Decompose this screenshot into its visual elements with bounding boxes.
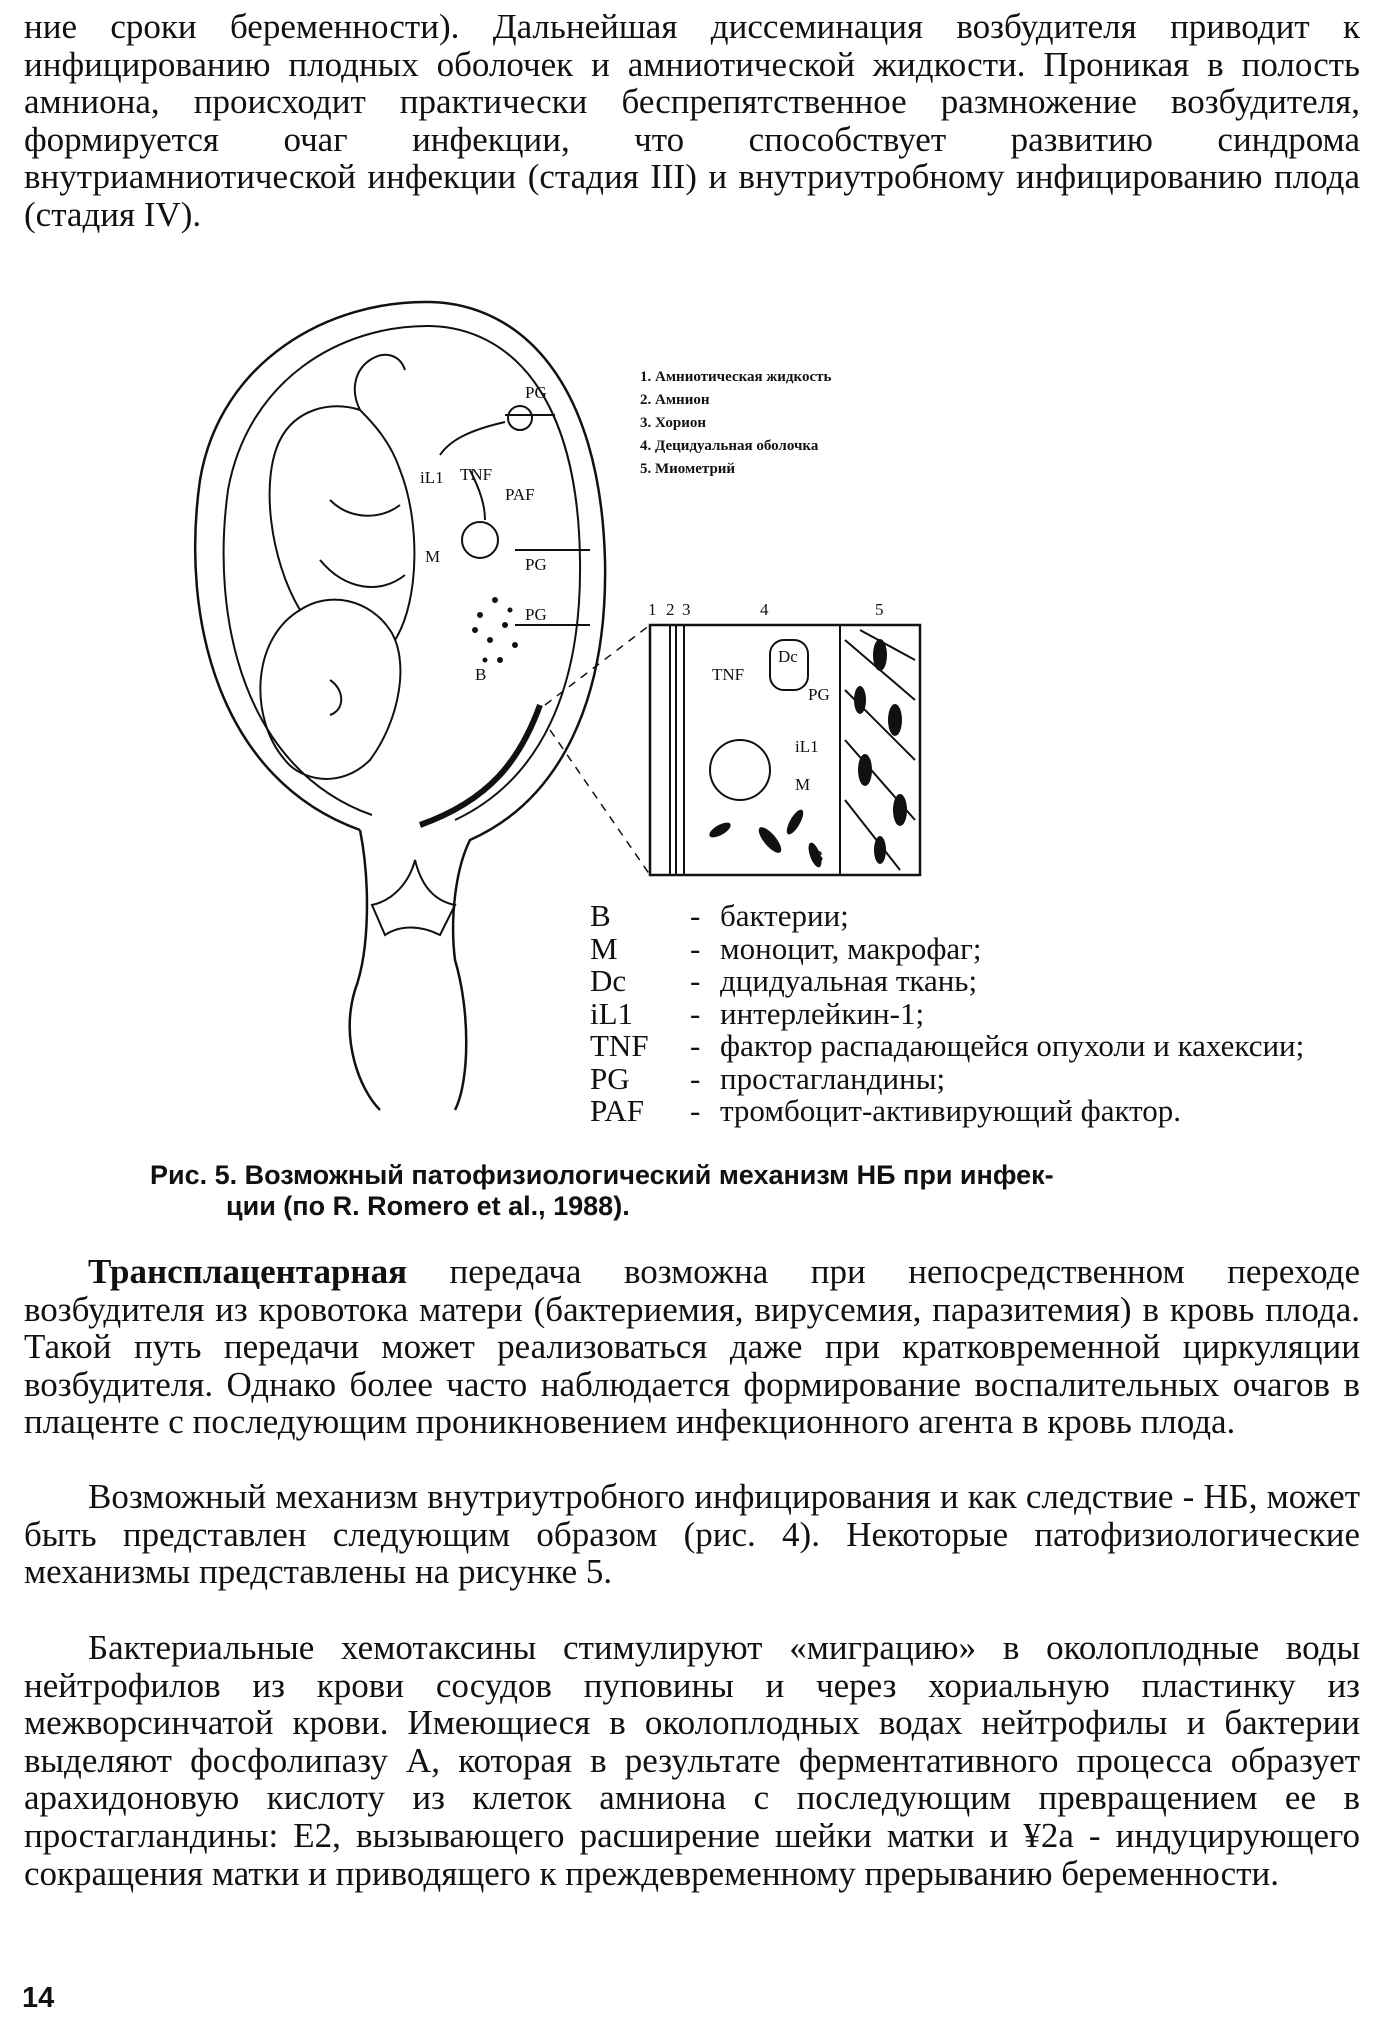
caption-line-2: ции (по R. Romero et al., 1988). [226, 1191, 630, 1221]
paragraph-text: передача возможна при непосредственном переходе возбудителя из кровотока матери (бактериемия, вирусемия, паразитемия) в кровь плода. Такой путь передачи может реализоваться даже при кратковременной циркуляции возбудителя. Однако более часто наблюдается формирование воспалительных очагов в плаценте с последующим проникновением инфекционного агента в кровь плода. [24, 1252, 1360, 1442]
abbreviation-desc: тромбоцит-активирующий фактор. [720, 1093, 1181, 1128]
abbreviation-key: M [590, 930, 618, 966]
top-paragraph: ние сроки беременности). Дальнейшая диссеминация возбудителя приводит к инфицированию плодных оболочек и амниотической жидкости. Проникая в полость амниона, происходит практически беспрепятственное размножение возбудителя, формируется очаг инфекции, что способствует развитию синдрома внутриамниотической инфекции (стадия III) и внутриутробному инфицированию плода (стадия IV). [24, 7, 1360, 234]
abbreviation-dash: - [690, 1060, 701, 1096]
abbreviation-key: Dc [590, 963, 627, 998]
abbreviation-key: PG [590, 1060, 630, 1096]
abbreviation-desc: фактор распадающейся опухоли и кахексии; [720, 1028, 1305, 1063]
abbreviation-key: iL1 [590, 995, 634, 1031]
layer-number-3: 3 [682, 600, 691, 619]
abbreviation-key: TNF [590, 1028, 649, 1063]
bold-term: Трансплацентарная [88, 1252, 408, 1291]
layer-number-5: 5 [875, 600, 884, 619]
layers-legend [640, 366, 940, 481]
figure-caption [150, 1160, 1210, 1222]
abbreviation-desc: интерлейкин-1; [720, 995, 925, 1031]
label-paf: PAF [505, 485, 535, 504]
paragraph-transplacental [24, 1253, 1360, 1441]
label-pg-box: PG [808, 685, 830, 704]
focal-circle [508, 406, 532, 430]
abbreviation-desc: моноцит, макрофаг; [720, 930, 982, 966]
paragraph-chemotaxins: Бактериальные хемотаксины стимулируют «миграцию» в околоплодные воды нейтрофилов из крови сосудов пуповины и через хориальную пластинку из межворсинчатой крови. Имеющиеся в околоплодных водах нейтрофилы и бактерии выделяют фосфолипазу А, которая в результате ферментативного процесса образует арахидоновую кислоту из клеток амниона с последующим превращением ее в простагландины: Е2, вызывающего расширение шейки матки и ¥2а - индуцирующего сокращения матки и приводящего к преждевременному прерыванию беременности. [24, 1628, 1360, 1893]
paragraph-mechanism: Возможный механизм внутриутробного инфицирования и как следствие - НБ, может быть представлен следующим образом (рис. 4). Некоторые патофизиологические механизмы представлены на рисунке 5. [24, 1477, 1360, 1592]
abbreviation-dash: - [690, 898, 701, 933]
abbreviation-dash: - [690, 995, 701, 1031]
label-dc: Dc [778, 647, 798, 666]
abbreviation-dash: - [690, 1028, 701, 1063]
abbreviation-row [590, 1095, 1370, 1128]
layers-legend-item: 5. Миометрий [640, 461, 736, 477]
abbreviation-row [590, 995, 1370, 1031]
abbreviation-row [590, 1030, 1370, 1063]
layers-legend-item: 2. Амнион [640, 392, 710, 408]
abbreviation-key: PAF [590, 1093, 645, 1128]
abbreviation-dash: - [690, 930, 701, 966]
label-b: B [475, 665, 487, 684]
label-pg-mid: PG [525, 555, 547, 574]
abbreviation-list [590, 900, 1370, 1128]
label-pg-low: PG [525, 605, 547, 624]
layer-number-1: 1 [648, 600, 657, 619]
label-tnf: TNF [460, 465, 493, 484]
label-m: M [425, 547, 441, 566]
label-pg-top: PG [525, 383, 547, 402]
layers-legend-item: 3. Хорион [640, 415, 706, 431]
caption-line-1: Рис. 5. Возможный патофизиологический механизм НБ при инфек- [150, 1160, 1054, 1190]
abbreviation-row [590, 900, 1370, 933]
abbreviation-desc: дцидуальная ткань; [720, 963, 978, 998]
abbreviation-row [590, 1060, 1370, 1096]
label-b-box: B [812, 847, 824, 866]
abbreviation-key: B [590, 898, 611, 933]
abbreviation-desc: простагландины; [720, 1060, 946, 1096]
label-il1: iL1 [420, 468, 444, 487]
abbreviation-desc: бактерии; [720, 898, 849, 933]
uterus-outer-wall [195, 302, 605, 1110]
label-il1-box: iL1 [795, 737, 819, 756]
cervix [372, 860, 455, 935]
abbreviation-row [590, 965, 1370, 998]
layers-legend-item: 1. Амниотическая жидкость [640, 369, 832, 385]
fetus-body [260, 600, 400, 779]
layers-legend-item: 4. Децидуальная оболочка [640, 438, 819, 454]
label-m-box: M [795, 775, 811, 794]
abbreviation-dash: - [690, 1093, 701, 1128]
layer-number-2: 2 [666, 600, 675, 619]
layer-number-4: 4 [760, 600, 769, 619]
abbreviation-row [590, 930, 1370, 966]
label-tnf-box: TNF [712, 665, 745, 684]
page-number: 14 [22, 1982, 55, 2014]
abbreviation-dash: - [690, 963, 701, 998]
